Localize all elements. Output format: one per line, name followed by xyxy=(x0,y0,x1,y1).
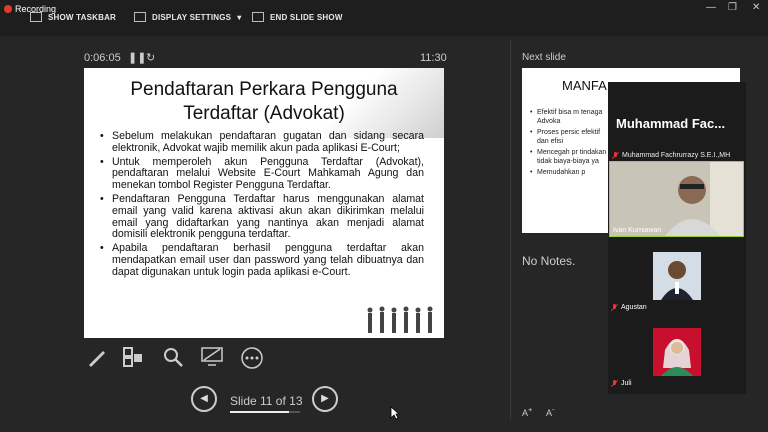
participant-photo xyxy=(653,252,701,300)
mic-muted-icon xyxy=(611,304,618,311)
next-slide-bullet: • Efektif bisa m tenaga Advoka xyxy=(530,108,610,126)
participant-label xyxy=(611,304,647,311)
chevron-left-icon: ◀ xyxy=(200,393,208,404)
speaker-full-name: Muhammad Fachrurrazy S.E.I.,MH xyxy=(622,152,731,159)
pause-icon[interactable]: ❚❚ xyxy=(128,52,147,64)
chevron-down-icon: ▾ xyxy=(237,12,242,22)
mic-muted-icon xyxy=(612,152,619,159)
end-slide-show-button[interactable] xyxy=(252,12,343,22)
slide-progress-bar xyxy=(230,411,300,413)
previous-slide-button[interactable] xyxy=(191,386,217,412)
next-slide-bullet: • Proses persic efektif dan efisi xyxy=(530,128,610,146)
participant-photo xyxy=(653,328,701,376)
business-people-image xyxy=(362,304,442,334)
pane-divider[interactable] xyxy=(510,40,511,420)
participant-name: Ivan Kurniawan xyxy=(613,227,662,234)
decrease-font-button[interactable]: A- xyxy=(546,405,555,418)
next-slide-button[interactable] xyxy=(312,386,338,412)
pen-tool-icon[interactable] xyxy=(86,346,108,373)
participant-name: Juli xyxy=(621,380,632,387)
speaker-name: Muhammad Fac... xyxy=(616,116,726,131)
more-options-icon[interactable] xyxy=(240,346,264,375)
next-slide-bullet: • Mencegah pr tindakan tidak biaya-biaya ya xyxy=(530,148,610,166)
participant-tile[interactable] xyxy=(609,242,744,316)
elapsed-timer: 0:06:05 xyxy=(84,52,121,64)
slide-title-line1: Pendaftaran Perkara Pengguna xyxy=(130,79,398,100)
display-icon xyxy=(134,12,146,22)
slide-bullet: • Apabila pendaftaran berhasil pengguna terdaftar akan mendapatkan email user dan password yang telah dibuatnya dan dapat digunakan untuk login pada aplikasi e-Court. xyxy=(98,243,424,278)
slide-counter: Slide 11 of 13 xyxy=(230,394,303,408)
next-slide-title: MANFA xyxy=(562,78,607,93)
speaker-notes: No Notes. xyxy=(522,254,576,268)
participant-label xyxy=(611,380,632,387)
mic-muted-icon xyxy=(611,380,618,387)
close-button[interactable]: ✕ xyxy=(752,2,761,13)
end-slide-show-label: END SLIDE SHOW xyxy=(270,12,343,22)
slide-progress-fill xyxy=(230,411,289,413)
black-screen-icon[interactable] xyxy=(200,346,224,373)
slide-title-line2: Terdaftar (Advokat) xyxy=(183,103,345,124)
decrease-font-label: A xyxy=(546,408,553,418)
slide-bullet: • Sebelum melakukan pendaftaran gugatan dan sidang secara elektronik, Advokat wajib memilik akun pada aplikasi E-Court; xyxy=(98,131,424,155)
chevron-right-icon: ▶ xyxy=(321,393,329,404)
recording-label: Recording xyxy=(15,4,57,14)
display-settings-button[interactable] xyxy=(134,12,241,22)
slide-bullet: • Pendaftaran Pengguna Terdaftar harus menggunakan alamat email yang valid karena aktivasi akun akan dikirimkan melalui email yang didaftarkan yang nantinya akan menjadi alamat domisili elektronik pengguna terdaftar. xyxy=(98,194,424,241)
next-slide-bullets xyxy=(530,108,610,179)
speaker-subtitle xyxy=(612,152,730,159)
next-slide-label: Next slide xyxy=(522,52,566,63)
taskbar-icon xyxy=(30,12,42,22)
restore-button[interactable]: ❐ xyxy=(728,2,737,13)
mouse-cursor-icon xyxy=(390,406,400,420)
display-settings-label: DISPLAY SETTINGS xyxy=(152,12,232,22)
increase-font-label: A xyxy=(522,408,529,418)
clock: 11:30 xyxy=(420,52,447,64)
minimize-button[interactable]: — xyxy=(706,2,716,13)
current-slide xyxy=(84,68,444,338)
show-taskbar-label: SHOW TASKBAR xyxy=(48,12,117,22)
participant-video-tile[interactable] xyxy=(609,161,744,237)
recording-dot-icon xyxy=(4,5,12,13)
speaker-tile[interactable] xyxy=(608,86,746,158)
participant-video-image xyxy=(610,162,743,236)
slide-title xyxy=(84,78,444,126)
participant-tile[interactable] xyxy=(609,320,744,392)
next-slide-bullet: • Memudahkan p xyxy=(530,168,610,177)
slide-bullet: • Untuk memperoleh akun Pengguna Terdaftar (Advokat), pendaftaran melalui Website E-Court Mahkamah Agung dan menekan tombol Register Pengguna Terdaftar. xyxy=(98,157,424,192)
increase-font-button[interactable]: A+ xyxy=(522,405,533,418)
zoom-icon[interactable] xyxy=(162,346,184,373)
end-show-icon xyxy=(252,12,264,22)
slide-bullet-list xyxy=(98,131,424,281)
restart-timer-icon[interactable]: ↻ xyxy=(146,52,156,64)
show-taskbar-button[interactable] xyxy=(30,12,116,22)
see-all-slides-icon[interactable] xyxy=(122,346,144,373)
participant-name: Agustan xyxy=(621,304,647,311)
